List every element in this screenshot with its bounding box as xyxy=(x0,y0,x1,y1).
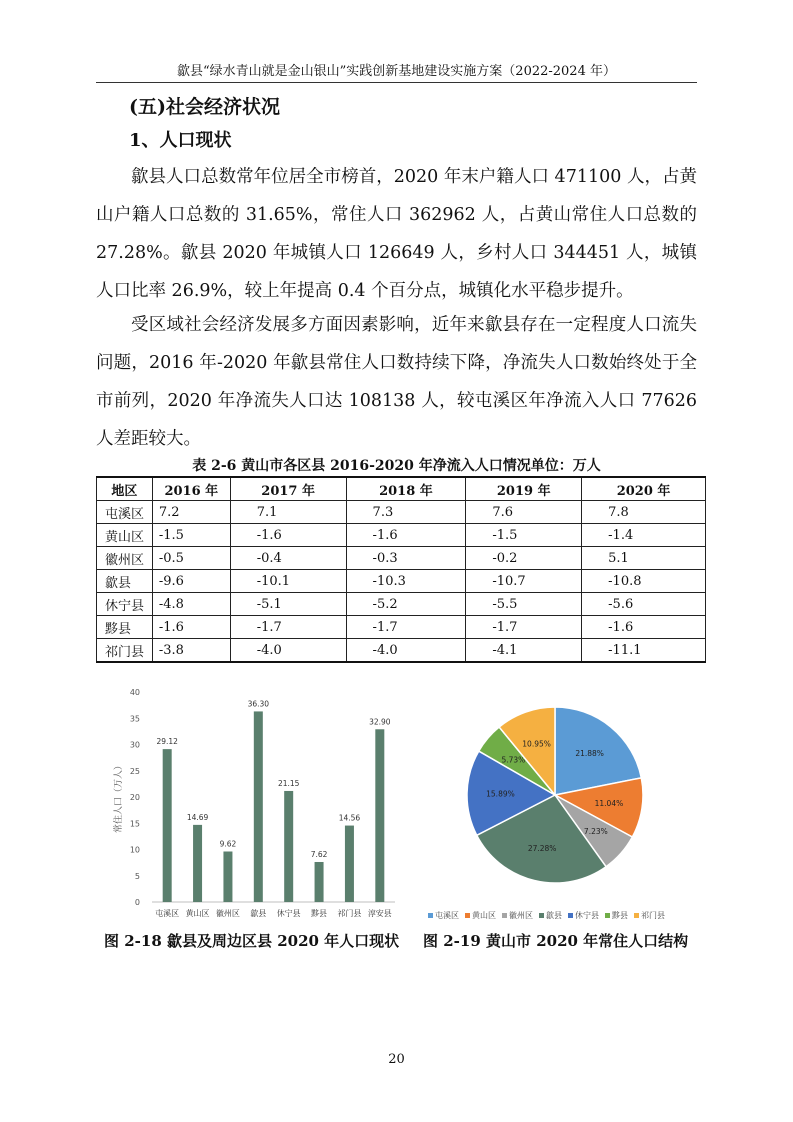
bar-data-label: 14.69 xyxy=(186,812,209,822)
legend-swatch xyxy=(539,913,544,918)
legend-label: 祁门县 xyxy=(641,911,665,920)
table-cell: -0.5 xyxy=(152,547,230,570)
legend-label: 屯溪区 xyxy=(435,911,459,920)
x-tick-label: 淳安县 xyxy=(367,909,392,918)
bar-data-label: 32.90 xyxy=(369,717,391,727)
table-header-cell: 2020 年 xyxy=(582,477,706,501)
table-cell: -11.1 xyxy=(582,639,706,663)
page-number: 20 xyxy=(388,1052,405,1067)
legend-label: 休宁县 xyxy=(575,911,599,920)
bar xyxy=(193,825,202,902)
x-tick-label: 屯溪区 xyxy=(155,909,180,918)
legend-swatch xyxy=(428,913,433,918)
bar-data-label: 21.15 xyxy=(277,778,300,788)
table-cell: -1.6 xyxy=(346,524,466,547)
bar xyxy=(223,851,232,902)
bar-data-label: 36.30 xyxy=(247,699,270,709)
legend-item xyxy=(634,910,665,921)
table-header-cell: 地区 xyxy=(97,477,153,501)
bar-data-label: 14.56 xyxy=(338,813,361,823)
table-cell: 屯溪区 xyxy=(97,501,153,524)
y-axis-title: 常住人口（万人） xyxy=(114,760,124,834)
page-header: 歙县“绿水青山就是金山银山”实践创新基地建设实施方案（2022-2024 年） xyxy=(177,64,616,79)
table-cell: 7.8 xyxy=(582,501,706,524)
legend-swatch xyxy=(502,913,507,918)
legend-label: 黟县 xyxy=(612,911,628,920)
legend-label: 徽州区 xyxy=(509,911,533,920)
legend-swatch xyxy=(605,913,610,918)
table-cell: 7.6 xyxy=(466,501,582,524)
y-tick-label: 40 xyxy=(129,688,140,697)
table-cell: 黟县 xyxy=(97,616,153,639)
table-header-cell: 2019 年 xyxy=(466,477,582,501)
table-cell: -10.3 xyxy=(346,570,466,593)
table-cell: -1.6 xyxy=(582,616,706,639)
table-header-cell: 2018 年 xyxy=(346,477,466,501)
y-tick-label: 20 xyxy=(129,793,140,802)
legend-item xyxy=(605,910,628,921)
table-cell: -1.7 xyxy=(466,616,582,639)
table-cell: -4.8 xyxy=(152,593,230,616)
net-inflow-table xyxy=(96,476,706,663)
pie-data-label: 21.88% xyxy=(575,748,604,758)
x-tick-label: 休宁县 xyxy=(276,909,301,918)
y-tick-label: 30 xyxy=(129,740,140,750)
pie-data-label: 7.23% xyxy=(583,827,608,837)
bar xyxy=(375,729,384,902)
table-cell: 黄山区 xyxy=(97,524,153,547)
table-cell: -5.2 xyxy=(346,593,466,616)
bar-data-label: 9.62 xyxy=(219,839,237,849)
bar xyxy=(345,826,354,902)
figure-caption-pie: 图 2-19 黄山市 2020 年常住人口结构 xyxy=(423,932,689,950)
y-tick-label: 25 xyxy=(129,766,140,776)
table-cell: -0.3 xyxy=(346,547,466,570)
pie-data-label: 15.89% xyxy=(486,789,515,799)
table-row xyxy=(97,570,706,593)
bar xyxy=(315,862,324,902)
bar xyxy=(254,711,263,902)
paragraph-migration: 受区域社会经济发展多方面因素影响，近年来歙县存在一定程度人口流失问题，2016 年-2020 年歙县常住人口数持续下降，净流失人口数始终处于全市前列，2020 年净流失人口达 108138 人，较屯溪区年净流入人口 77626 人差距较大。 xyxy=(96,315,697,449)
population-pie-chart xyxy=(455,695,655,895)
legend-swatch xyxy=(568,913,573,918)
y-tick-label: 5 xyxy=(134,871,140,881)
table-cell: -1.7 xyxy=(346,616,466,639)
table-cell: -3.8 xyxy=(152,639,230,663)
table-cell: -1.7 xyxy=(230,616,346,639)
table-header-cell: 2016 年 xyxy=(152,477,230,501)
pie-data-label: 10.95% xyxy=(522,739,551,749)
bar xyxy=(163,749,172,902)
table-cell: -1.6 xyxy=(152,616,230,639)
x-tick-label: 黄山区 xyxy=(185,909,210,918)
y-tick-label: 0 xyxy=(134,898,140,907)
bar xyxy=(284,791,293,902)
y-tick-label: 35 xyxy=(129,714,140,724)
table-cell: 徽州区 xyxy=(97,547,153,570)
table-cell: -10.8 xyxy=(582,570,706,593)
table-cell: -4.1 xyxy=(466,639,582,663)
bar-data-label: 7.62 xyxy=(310,849,328,859)
table-cell: -5.6 xyxy=(582,593,706,616)
table-cell: -10.7 xyxy=(466,570,582,593)
table-cell: -5.5 xyxy=(466,593,582,616)
table-cell: 7.3 xyxy=(346,501,466,524)
table-header-row xyxy=(97,477,706,501)
legend-swatch xyxy=(465,913,470,918)
table-cell: -4.0 xyxy=(230,639,346,663)
table-row xyxy=(97,639,706,663)
y-tick-label: 15 xyxy=(129,819,140,829)
bar-data-label: 29.12 xyxy=(156,737,178,747)
table-cell: 5.1 xyxy=(582,547,706,570)
legend-item xyxy=(568,910,599,921)
table-cell: -0.4 xyxy=(230,547,346,570)
table-header-cell: 2017 年 xyxy=(230,477,346,501)
legend-label: 黄山区 xyxy=(472,911,496,920)
x-tick-label: 歙县 xyxy=(250,909,267,918)
x-tick-label: 黟县 xyxy=(311,909,328,918)
pie-data-label: 11.04% xyxy=(594,799,624,809)
table-cell: 7.1 xyxy=(230,501,346,524)
table-row xyxy=(97,616,706,639)
pie-legend xyxy=(428,910,665,921)
x-tick-label: 徽州区 xyxy=(215,909,240,918)
table-row xyxy=(97,547,706,570)
legend-item xyxy=(502,910,533,921)
table-cell: -1.4 xyxy=(582,524,706,547)
y-tick-label: 10 xyxy=(129,845,140,855)
legend-swatch xyxy=(634,913,639,918)
table-cell: -5.1 xyxy=(230,593,346,616)
table-cell: -4.0 xyxy=(346,639,466,663)
subsection-title: 1、人口现状 xyxy=(129,130,232,151)
table-cell: -1.5 xyxy=(152,524,230,547)
table-row xyxy=(97,524,706,547)
legend-label: 歙县 xyxy=(546,911,562,920)
table-row xyxy=(97,593,706,616)
table-cell: 祁门县 xyxy=(97,639,153,663)
legend-item xyxy=(539,910,562,921)
table-row xyxy=(97,501,706,524)
header-rule xyxy=(96,82,697,83)
table-cell: 歙县 xyxy=(97,570,153,593)
section-title: (五)社会经济状况 xyxy=(129,96,280,118)
legend-item xyxy=(428,910,459,921)
population-bar-chart xyxy=(110,682,400,922)
pie-data-label: 5.73% xyxy=(501,755,526,765)
figure-caption-bar: 图 2-18 歙县及周边区县 2020 年人口现状 xyxy=(104,932,400,950)
table-cell: -1.5 xyxy=(466,524,582,547)
table-caption: 表 2-6 黄山市各区县 2016-2020 年净流入人口情况单位：万人 xyxy=(192,458,601,474)
table-cell: -9.6 xyxy=(152,570,230,593)
table-cell: -1.6 xyxy=(230,524,346,547)
table-cell: -0.2 xyxy=(466,547,582,570)
x-tick-label: 祁门县 xyxy=(337,909,362,918)
paragraph-population: 歙县人口总数常年位居全市榜首，2020 年末户籍人口 471100 人，占黄山户籍人口总数的 31.65%，常住人口 362962 人，占黄山常住人口总数的 27.28%。歙县 2020 年城镇人口 126649 人，乡村人口 344451 人，城镇人口比率 26.9%，较上年提高 0.4 个百分点，城镇化水平稳步提升。 xyxy=(96,167,697,301)
table-cell: -10.1 xyxy=(230,570,346,593)
table-cell: 7.2 xyxy=(152,501,230,524)
pie-data-label: 27.28% xyxy=(527,844,557,854)
legend-item xyxy=(465,910,496,921)
table-cell: 休宁县 xyxy=(97,593,153,616)
